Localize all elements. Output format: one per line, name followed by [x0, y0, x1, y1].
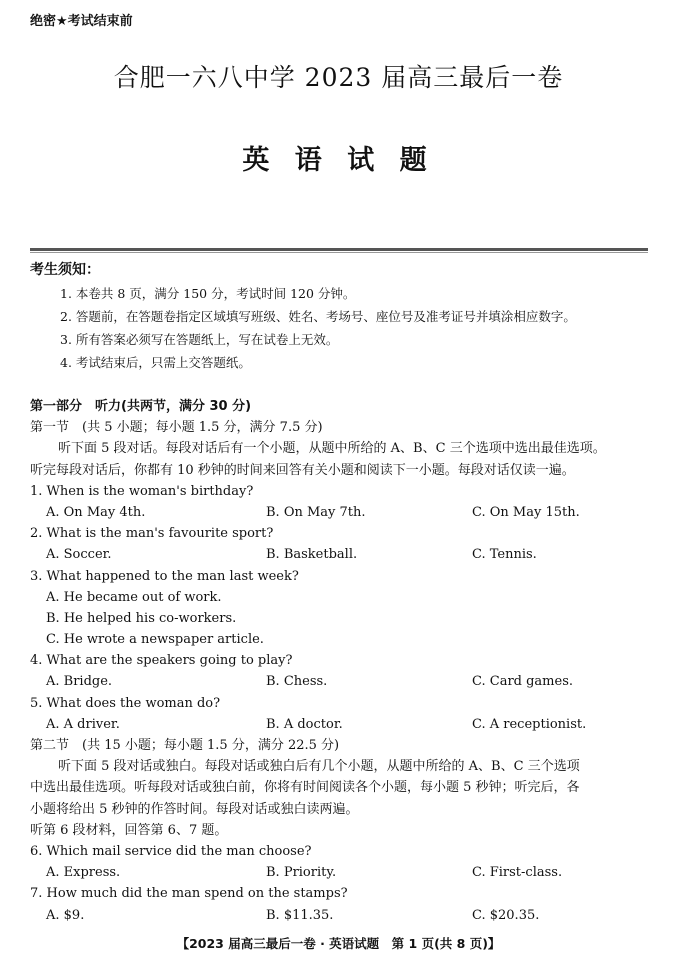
question-stem: 3. What happened to the man last week?	[30, 568, 299, 584]
option-a: A. Soccer.	[46, 547, 112, 563]
option-a: A. $9.	[46, 907, 85, 923]
instruction-text: 听下面 5 段对话或独白。每段对话或独白后有几个小题，从题中所给的 A、B、C 三个选项	[58, 759, 580, 775]
option-a: A. On May 4th.	[46, 504, 146, 520]
notice-item: 2. 答题前，在答题卷指定区域填写班级、姓名、考场号、座位号及准考证号并填涂相应数字。	[60, 309, 576, 324]
subject-title: 英 语 试 题	[242, 145, 435, 176]
question-stem: 2. What is the man's favourite sport?	[30, 526, 274, 542]
option-b: B. Priority.	[266, 865, 337, 881]
option-b: B. He helped his co-workers.	[46, 610, 237, 626]
notice-heading: 考生须知：	[30, 262, 100, 278]
question-options	[30, 862, 658, 883]
option-b: B. $11.35.	[266, 907, 334, 923]
option-c: C. A receptionist.	[472, 716, 587, 732]
option-a: A. He became out of work.	[46, 589, 222, 605]
option-a: A. A driver.	[46, 716, 120, 732]
section-heading: 第二节 (共 15 小题；每小题 1.5 分，满分 22.5 分)	[30, 738, 340, 753]
option-b: B. On May 7th.	[266, 504, 366, 520]
question-options	[30, 544, 658, 565]
instruction-text: 听下面 5 段对话。每段对话后有一个小题，从题中所给的 A、B、C 三个选项中选出最佳选项。	[58, 441, 606, 457]
question-stem: 7. How much did the man spend on the stamps?	[30, 886, 348, 902]
option-b: B. Chess.	[266, 674, 328, 690]
option-c: C. $20.35.	[472, 907, 540, 923]
question-stem: 6. Which mail service did the man choose?	[30, 843, 312, 859]
instruction-text: 听完每段对话后，你都有 10 秒钟的时间来回答有关小题和阅读下一小题。每段对话仅读一遍。	[30, 462, 575, 478]
section-heading: 第一节 (共 5 小题；每小题 1.5 分，满分 7.5 分)	[30, 420, 323, 436]
question-options	[30, 714, 658, 735]
option-a: A. Express.	[46, 865, 121, 881]
material-note: 听第 6 段材料，回答第 6、7 题。	[30, 822, 228, 838]
instruction-text: 中选出最佳选项。听每段对话或独白前，你将有时间阅读各个小题，每小题 5 秒钟；听完后，各	[30, 780, 580, 796]
listening-part	[30, 396, 658, 926]
notice-item: 1. 本卷共 8 页，满分 150 分，考试时间 120 分钟。	[60, 286, 356, 301]
option-c: C. First-class.	[472, 865, 563, 881]
option-c: C. Card games.	[472, 674, 574, 690]
question-options	[30, 671, 658, 692]
candidate-notice	[30, 258, 660, 374]
option-b: B. A doctor.	[266, 716, 343, 732]
exam-title: 合肥一六八中学 2023 届高三最后一卷	[113, 63, 564, 92]
notice-item: 4. 考试结束后，只需上交答题纸。	[60, 355, 251, 370]
notice-item: 3. 所有答案必须写在答题纸上，写在试卷上无效。	[60, 332, 339, 347]
question-options	[30, 502, 658, 523]
option-a: A. Bridge.	[46, 674, 113, 690]
divider-rule	[30, 248, 648, 253]
page-footer: 【2023 届高三最后一卷 · 英语试题 第 1 页(共 8 页)】	[176, 936, 501, 951]
option-c: C. On May 15th.	[472, 504, 580, 520]
question-stem: 4. What are the speakers going to play?	[30, 653, 293, 669]
confidential-label: 绝密★考试结束前	[30, 14, 133, 29]
option-b: B. Basketball.	[266, 547, 358, 563]
instruction-text: 小题将给出 5 秒钟的作答时间。每段对话或独白读两遍。	[30, 801, 359, 817]
option-c: C. Tennis.	[472, 547, 537, 563]
question-options	[30, 905, 658, 926]
question-stem: 1. When is the woman's birthday?	[30, 483, 254, 499]
question-stem: 5. What does the woman do?	[30, 695, 221, 711]
part-heading: 第一部分 听力(共两节，满分 30 分)	[30, 399, 252, 414]
option-c: C. He wrote a newspaper article.	[46, 632, 264, 648]
